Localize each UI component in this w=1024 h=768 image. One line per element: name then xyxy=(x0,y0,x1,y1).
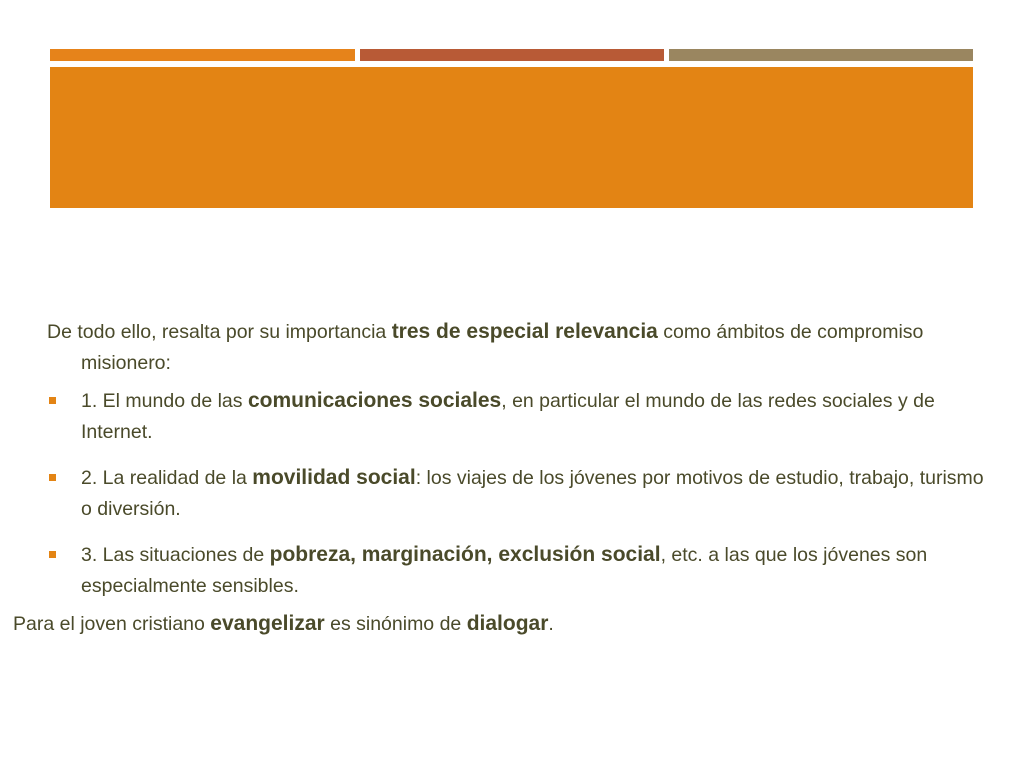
square-bullet-icon xyxy=(49,397,56,404)
closing-bold-1: evangelizar xyxy=(210,612,325,635)
intro-text-1: De todo ello, resalta por su importancia xyxy=(47,321,392,343)
square-bullet-icon xyxy=(49,551,56,558)
bullet-item-1 xyxy=(47,385,987,448)
decor-stripe-2 xyxy=(360,49,664,61)
bullet-2-bold: movilidad social xyxy=(252,466,416,489)
bullet-2-text-post: : los viajes de los jóvenes por motivos de estudio, trabajo, turismo o diversión. xyxy=(81,467,984,520)
intro-paragraph xyxy=(47,316,987,379)
closing-bold-2: dialogar xyxy=(466,612,549,635)
intro-bold: tres de especial relevancia xyxy=(391,320,658,343)
bullet-1-bold: comunicaciones sociales xyxy=(247,389,502,412)
bullet-3-text-pre: 3. Las situaciones de xyxy=(81,544,270,566)
bullet-3-bold: pobreza, marginación, exclusión social xyxy=(269,543,661,566)
title-band xyxy=(50,67,973,208)
bullet-item-2 xyxy=(47,462,987,525)
bullet-1-text-post: , en particular el mundo de las redes sociales y de Internet. xyxy=(81,390,935,443)
intro-text-2: como ámbitos de compromiso misionero: xyxy=(81,321,924,374)
bullet-item-3 xyxy=(47,539,987,602)
bullet-3-text-post: , etc. a las que los jóvenes son especialmente sensibles. xyxy=(81,544,928,597)
bullet-2-text-pre: 2. La realidad de la xyxy=(81,467,253,489)
closing-text-3: . xyxy=(548,613,554,635)
decor-stripe-1 xyxy=(50,49,355,61)
closing-paragraph xyxy=(13,608,987,640)
decor-stripe-3 xyxy=(669,49,973,61)
closing-text-2: es sinónimo de xyxy=(324,613,467,635)
slide-body xyxy=(13,316,987,640)
closing-text-1: Para el joven cristiano xyxy=(13,613,211,635)
square-bullet-icon xyxy=(49,474,56,481)
bullet-1-text-pre: 1. El mundo de las xyxy=(81,390,248,412)
